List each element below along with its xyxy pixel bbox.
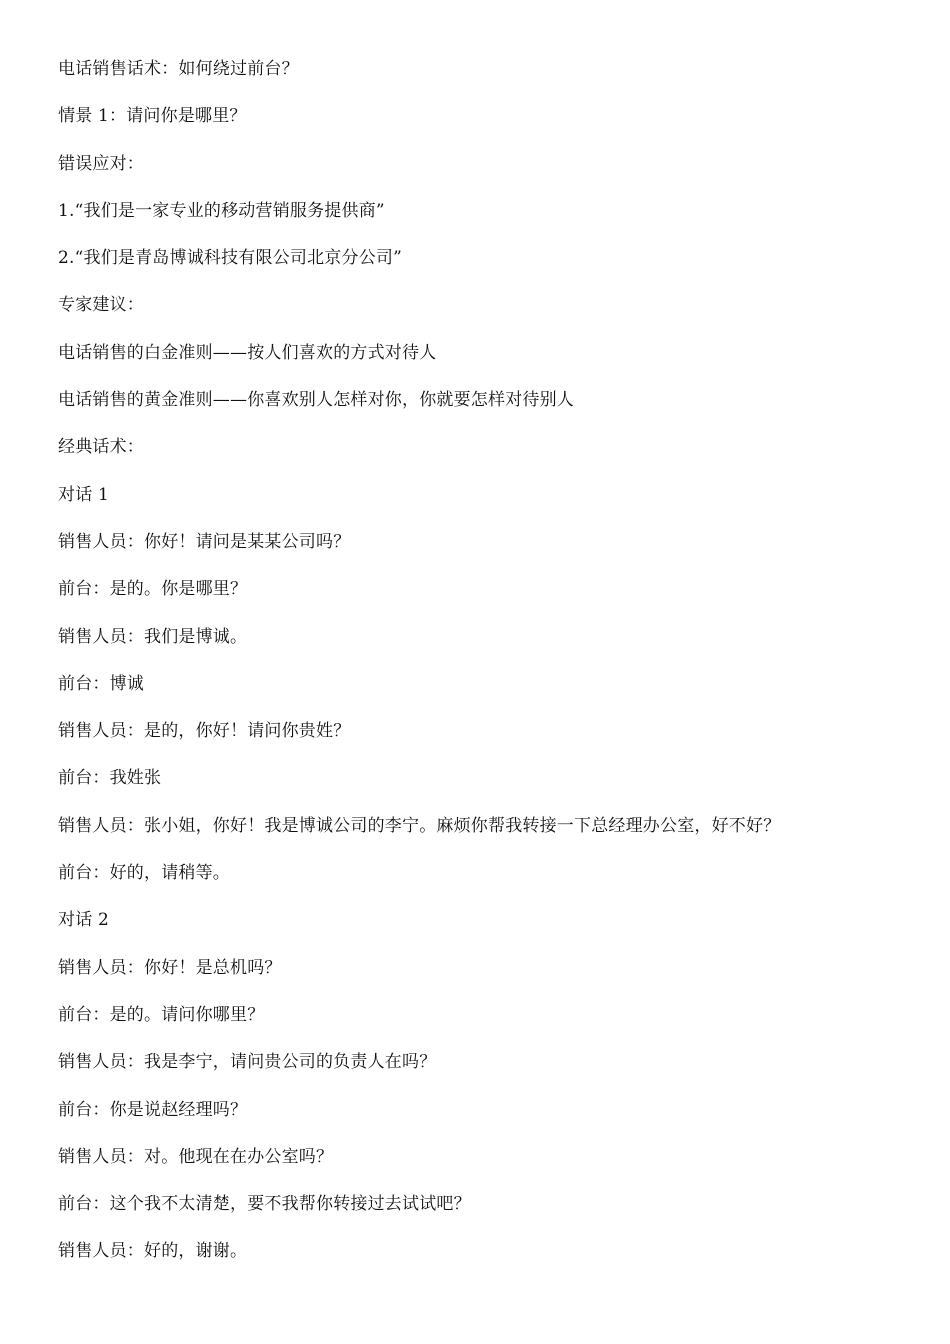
doc-title: 电话销售话术：如何绕过前台？ [58, 59, 299, 79]
dialogue-line: 前台：好的，请稍等。 [58, 863, 230, 884]
dialogue-heading: 对话 1 [58, 484, 110, 505]
wrong-response-item: 2.“我们是青岛博诚科技有限公司北京分公司” [58, 248, 403, 269]
dialogue-heading: 对话 2 [58, 910, 110, 931]
dialogue-line: 前台：我姓张 [58, 768, 162, 789]
dialogue-line: 销售人员：对。他现在在办公室吗？ [58, 1146, 334, 1167]
expert-advice-heading: 专家建议： [58, 295, 144, 316]
dialogue-line: 前台：博诚 [58, 673, 144, 694]
dialogue-line: 前台：你是说赵经理吗？ [58, 1099, 248, 1120]
dialogue-line: 销售人员：我们是博诚。 [58, 626, 248, 647]
scenario-heading: 情景 1：请问你是哪里？ [58, 106, 247, 127]
classic-script-heading: 经典话术： [58, 437, 144, 458]
dialogue-line: 前台：这个我不太清楚，要不我帮你转接过去试试吧？ [58, 1194, 471, 1215]
dialogue-line: 销售人员：张小姐，你好！我是博诚公司的李宁。麻烦你帮我转接一下总经理办公室，好不好？ [58, 815, 781, 836]
golden-rule: 电话销售的黄金准则——你喜欢别人怎样对你，你就要怎样对待别人 [58, 390, 574, 411]
dialogue-line: 销售人员：是的，你好！请问你贵姓？ [58, 721, 351, 742]
wrong-response-item: 1.“我们是一家专业的移动营销服务提供商” [58, 200, 385, 221]
dialogue-line: 销售人员：你好！请问是某某公司吗？ [58, 531, 351, 552]
platinum-rule: 电话销售的白金准则——按人们喜欢的方式对待人 [58, 342, 437, 363]
dialogue-line: 前台：是的。你是哪里？ [58, 579, 248, 600]
document-body [58, 55, 918, 1285]
wrong-response-heading: 错误应对： [58, 153, 144, 174]
dialogue-line: 销售人员：好的，谢谢。 [58, 1241, 248, 1262]
dialogue-line: 销售人员：你好！是总机吗？ [58, 957, 282, 978]
dialogue-line: 销售人员：我是李宁，请问贵公司的负责人在吗？ [58, 1052, 437, 1073]
dialogue-line: 前台：是的。请问你哪里？ [58, 1004, 265, 1025]
